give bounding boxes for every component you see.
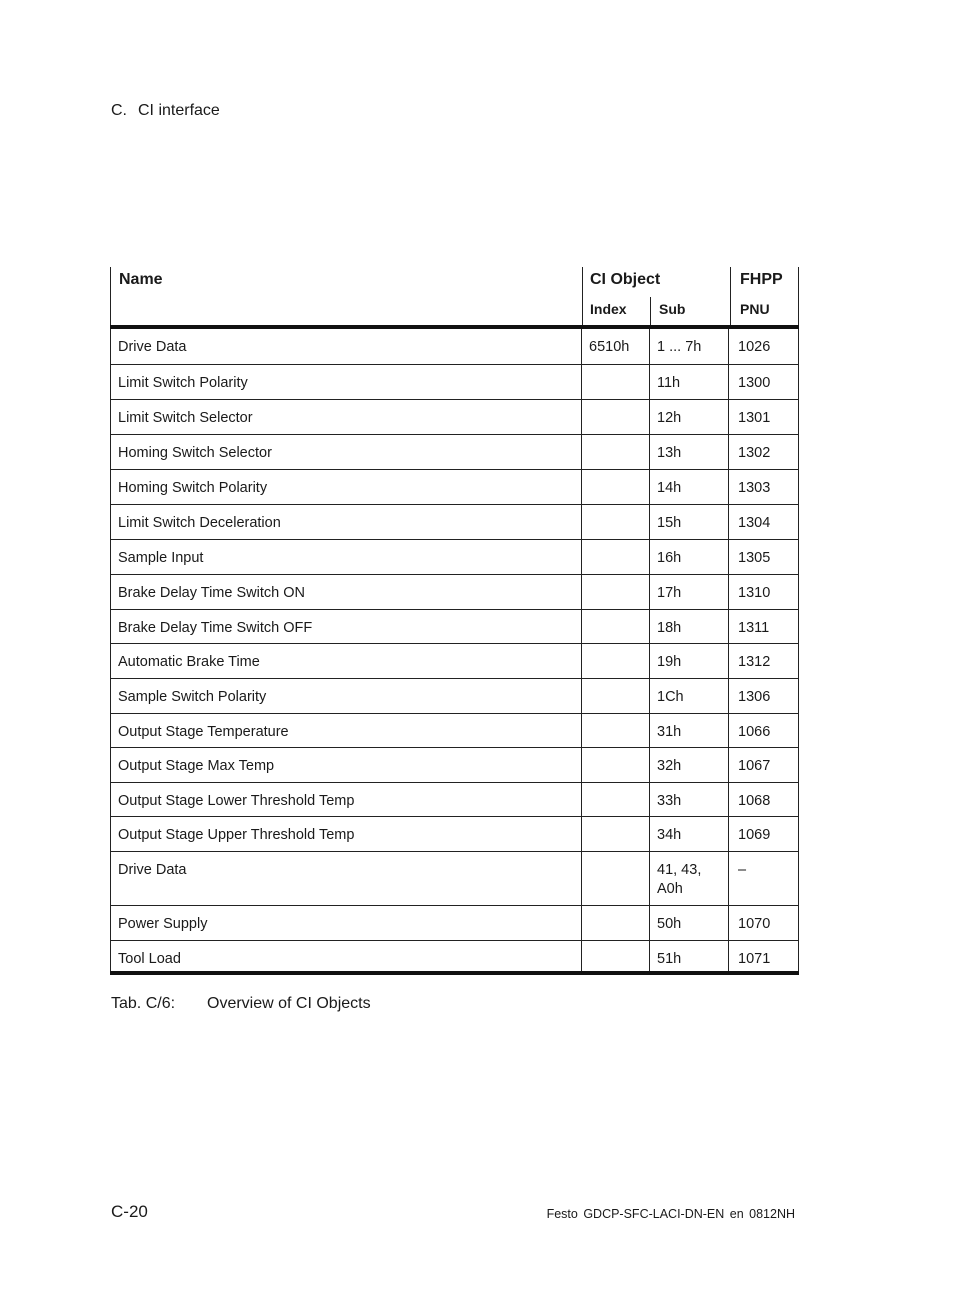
divider-index-sub <box>650 297 651 325</box>
row-index <box>582 679 650 713</box>
row-pnu: 1311 <box>738 620 770 636</box>
row-index <box>582 575 650 609</box>
table-row <box>111 852 798 906</box>
row-name: Tool Load <box>111 941 582 971</box>
caption-label: Tab. C/6: <box>111 995 176 1012</box>
table-bottom-rule <box>110 971 799 975</box>
row-index <box>582 941 650 971</box>
row-name: Limit Switch Polarity <box>111 365 582 399</box>
row-pnu: – <box>738 862 747 878</box>
row-sub: 1 ... 7h <box>650 329 729 364</box>
row-name: Limit Switch Selector <box>111 400 582 434</box>
table-body <box>110 329 799 971</box>
table-row <box>111 941 798 971</box>
row-pnu: 1066 <box>738 724 771 740</box>
row-sub: 31h <box>650 714 729 747</box>
row-index <box>582 783 650 816</box>
row-name: Brake Delay Time Switch OFF <box>111 610 582 643</box>
row-sub: 18h <box>650 610 729 643</box>
row-pnu: 1067 <box>738 758 771 774</box>
row-sub: 1Ch <box>650 679 729 713</box>
row-sub: 16h <box>650 540 729 574</box>
row-index <box>582 610 650 643</box>
row-index <box>582 540 650 574</box>
table-row <box>111 644 798 679</box>
row-sub: 33h <box>650 783 729 816</box>
row-pnu: 1070 <box>738 916 771 932</box>
row-index <box>582 435 650 469</box>
row-pnu: 1301 <box>738 410 771 426</box>
row-name: Output Stage Lower Threshold Temp <box>111 783 582 816</box>
ci-objects-table <box>110 267 799 975</box>
row-sub <box>650 852 729 905</box>
row-name: Sample Switch Polarity <box>111 679 582 713</box>
table-row <box>111 610 798 644</box>
row-name: Output Stage Upper Threshold Temp <box>111 817 582 851</box>
section-title: CI interface <box>138 102 220 119</box>
row-sub: 11h <box>650 365 729 399</box>
footer-doc-id: Festo GDCP-SFC-LACI-DN-EN en 0812NH <box>546 1207 795 1221</box>
header-ci-object: CI Object <box>590 271 661 288</box>
table-row <box>111 714 798 748</box>
row-index <box>582 365 650 399</box>
row-pnu: 1069 <box>738 827 771 843</box>
row-index <box>582 644 650 678</box>
row-name: Output Stage Max Temp <box>111 748 582 782</box>
table-row <box>111 575 798 610</box>
row-name: Output Stage Temperature <box>111 714 582 747</box>
row-sub-line: A0h <box>657 881 683 897</box>
row-pnu: 1068 <box>738 793 771 809</box>
row-index <box>582 470 650 504</box>
row-pnu: 1303 <box>738 480 771 496</box>
index-value: 6510h <box>589 339 630 355</box>
row-sub: 17h <box>650 575 729 609</box>
table-row <box>111 540 798 575</box>
section-letter: C. <box>111 102 127 119</box>
table-row <box>111 435 798 470</box>
row-pnu: 1026 <box>738 339 771 355</box>
table-caption <box>111 995 371 1013</box>
row-name: Sample Input <box>111 540 582 574</box>
row-pnu: 1071 <box>738 951 771 967</box>
row-sub: 12h <box>650 400 729 434</box>
row-sub: 13h <box>650 435 729 469</box>
row-pnu: 1306 <box>738 689 771 705</box>
row-sub: 32h <box>650 748 729 782</box>
row-index <box>582 505 650 539</box>
row-sub: 14h <box>650 470 729 504</box>
row-index <box>582 400 650 434</box>
header-pnu: PNU <box>740 301 770 317</box>
table-header <box>110 267 799 325</box>
row-index <box>582 714 650 747</box>
row-pnu: 1310 <box>738 585 771 601</box>
caption-text: Overview of CI Objects <box>207 995 371 1012</box>
header-index: Index <box>590 301 627 317</box>
table-row <box>111 817 798 852</box>
row-index <box>582 906 650 940</box>
table-row <box>111 365 798 400</box>
divider-ci-fhpp <box>730 267 731 325</box>
row-sub: 34h <box>650 817 729 851</box>
table-row <box>111 783 798 817</box>
table-row <box>111 329 798 365</box>
section-header <box>111 102 220 120</box>
row-name: Brake Delay Time Switch ON <box>111 575 582 609</box>
row-pnu: 1300 <box>738 375 771 391</box>
row-name: Homing Switch Selector <box>111 435 582 469</box>
table-row <box>111 470 798 505</box>
page-number: C-20 <box>111 1202 148 1221</box>
table-row <box>111 906 798 941</box>
row-index <box>582 817 650 851</box>
row-index <box>582 852 650 905</box>
row-name: Homing Switch Polarity <box>111 470 582 504</box>
row-name: Automatic Brake Time <box>111 644 582 678</box>
row-pnu: 1304 <box>738 515 771 531</box>
header-fhpp: FHPP <box>740 271 783 288</box>
header-sub: Sub <box>659 301 686 317</box>
table-row <box>111 748 798 783</box>
row-index <box>582 748 650 782</box>
row-sub-line: 41, 43, <box>657 862 702 878</box>
row-name: Limit Switch Deceleration <box>111 505 582 539</box>
row-name: Drive Data <box>111 329 582 364</box>
divider-name <box>582 267 583 325</box>
row-sub: 51h <box>650 941 729 971</box>
row-sub: 50h <box>650 906 729 940</box>
table-row <box>111 505 798 540</box>
table-row <box>111 400 798 435</box>
row-pnu: 1312 <box>738 654 771 670</box>
row-sub: 15h <box>650 505 729 539</box>
header-name: Name <box>119 271 163 288</box>
row-name: Drive Data <box>111 852 582 905</box>
row-name: Power Supply <box>111 906 582 940</box>
row-pnu: 1302 <box>738 445 771 461</box>
row-pnu: 1305 <box>738 550 771 566</box>
row-sub: 19h <box>650 644 729 678</box>
table-row <box>111 679 798 714</box>
